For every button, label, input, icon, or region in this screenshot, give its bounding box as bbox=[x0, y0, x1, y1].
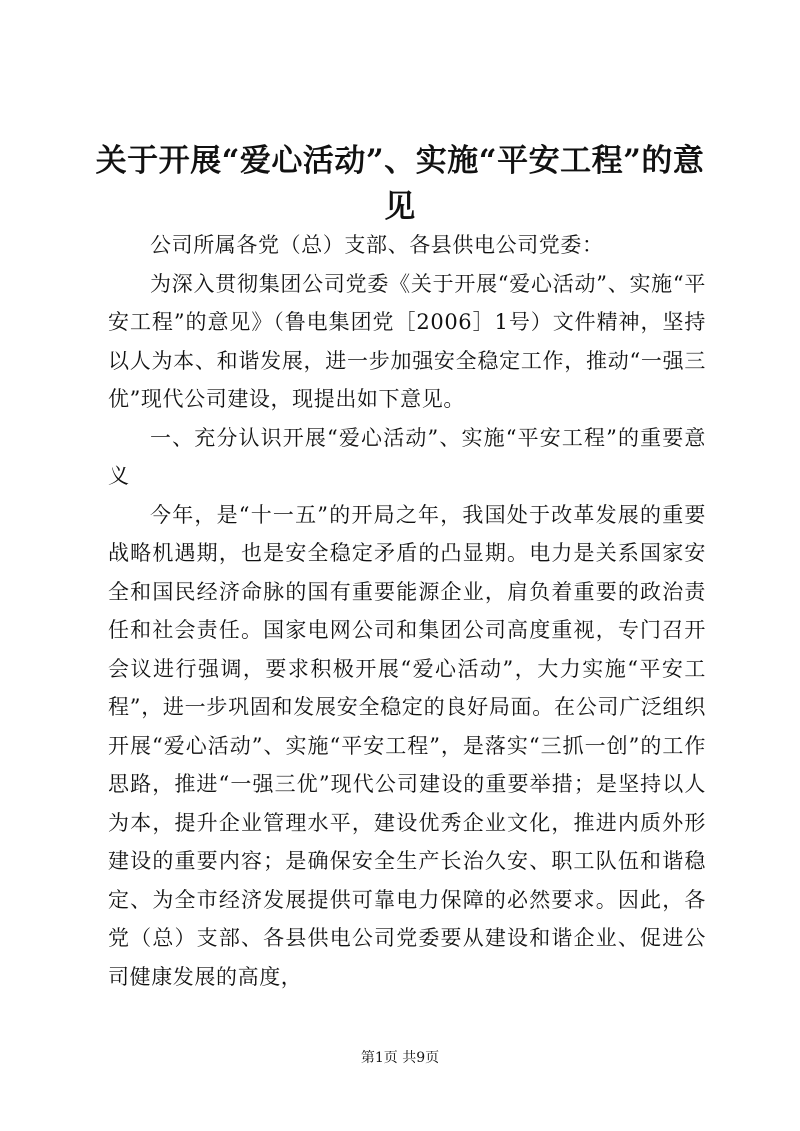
document-title: 关于开展“爱心活动”、实施“平安工程”的意见 bbox=[95, 143, 705, 225]
paragraph-intro: 为深入贯彻集团公司党委《关于开展“爱心活动”、实施“平安工程”的意见》（鲁电集团党［2006］1号）文件精神，坚持以人为本、和谐发展，进一步加强安全稳定工作，推动“一强三优”现代公司建设，现提出如下意见。 bbox=[108, 271, 706, 411]
document-body bbox=[108, 226, 706, 996]
paragraph-section-1: 今年，是“十一五”的开局之年，我国处于改革发展的重要战略机遇期，也是安全稳定矛盾的凸显期。电力是关系国家安全和国民经济命脉的国有重要能源企业，肩负着重要的政治责任和社会责任。国家电网公司和集团公司高度重视，专门召开会议进行强调，要求积极开展“爱心活动”，大力实施“平安工程”，进一步巩固和发展安全稳定的良好局面。在公司广泛组织开展“爱心活动”、实施“平安工程”，是落实“三抓一创”的工作思路，推进“一强三优”现代公司建设的重要举措；是坚持以人为本，提升企业管理水平，建设优秀企业文化，推进内质外形建设的重要内容；是确保安全生产长治久安、职工队伍和谐稳定、为全市经济发展提供可靠电力保障的必然要求。因此，各党（总）支部、各县供电公司党委要从建设和谐企业、促进公司健康发展的高度， bbox=[108, 502, 706, 989]
page-footer: 第1页 共9页 bbox=[360, 1050, 440, 1066]
salutation: 公司所属各党（总）支部、各县供电公司党委： bbox=[150, 233, 604, 257]
section-heading-1: 一、充分认识开展“爱心活动”、实施“平安工程”的重要意义 bbox=[108, 425, 706, 488]
